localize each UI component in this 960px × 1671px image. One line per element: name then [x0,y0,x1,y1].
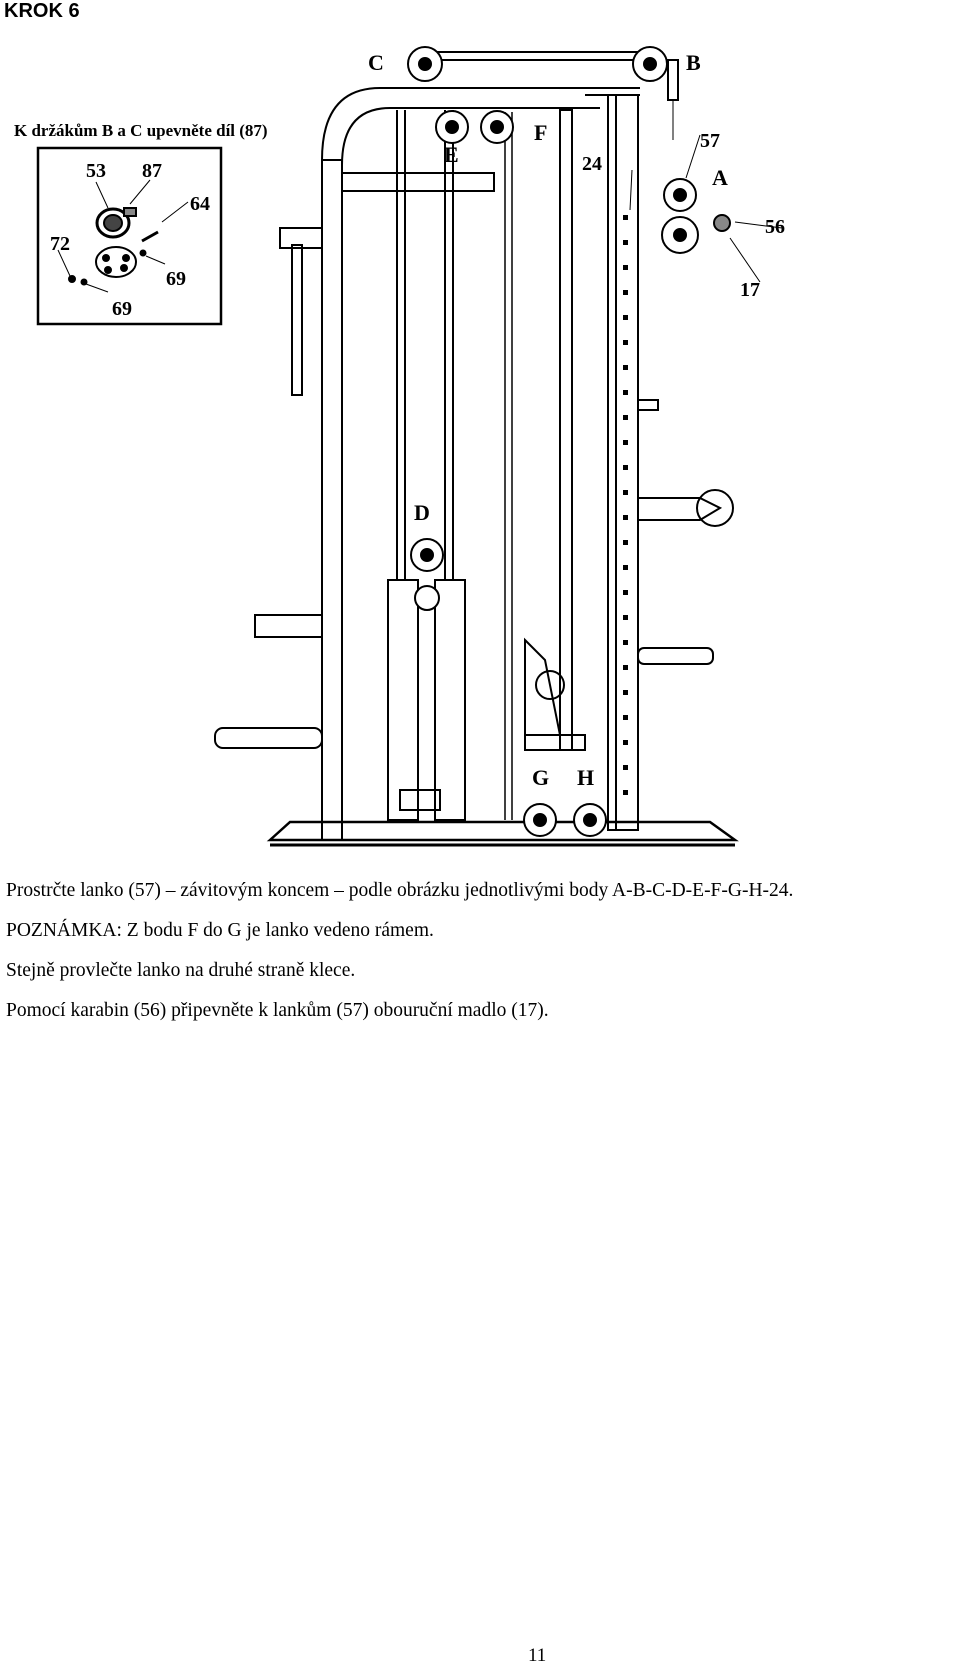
handle-17-icon [714,215,730,231]
label-24: 24 [582,153,602,175]
pulley-h-icon [574,804,606,836]
inset-label-72: 72 [50,233,70,255]
label-c: C [368,50,384,75]
inset-label-69b: 69 [112,298,132,320]
pulley-d-icon [411,539,443,571]
label-d: D [414,500,430,525]
inset-label-64: 64 [190,193,210,215]
page-number: 11 [528,1645,547,1666]
label-f: F [534,120,548,145]
label-h: H [577,765,595,790]
label-e: E [444,142,459,167]
inset-nut-72-icon [69,276,75,282]
label-17: 17 [740,279,760,301]
inset-label-53: 53 [86,160,106,182]
assembly-diagram [0,35,960,860]
label-56: 56 [765,216,785,238]
pulley-f-icon [481,111,513,143]
inset-label-87: 87 [142,160,162,182]
inset-bolt-87-icon [124,208,136,216]
pulley-24-icon [662,217,698,253]
inset-caption: K držákům B a C upevněte díl (87) [14,121,268,140]
carriage-ring-icon [415,586,439,610]
pulley-c-icon [408,47,442,81]
inset-label-69a: 69 [166,268,186,290]
pulley-b-icon [633,47,667,81]
instruction-line-3: Stejně provlečte lanko na druhé straně klece. [6,960,356,981]
step-heading: KROK 6 [4,0,80,22]
instruction-line-4: Pomocí karabin (56) připevněte k lankům (57) obouruční madlo (17). [6,1000,549,1021]
pulley-a-icon [664,179,696,211]
pulley-e-icon [436,111,468,143]
inset-bolt-64-icon [142,232,158,241]
pulley-g-icon [524,804,556,836]
inset-plate-icon [96,247,136,277]
label-b: B [686,50,701,75]
label-a: A [712,165,728,190]
label-57: 57 [700,130,720,152]
instruction-line-1: Prostrčte lanko (57) – závitovým koncem – podle obrázku jednotlivými body A-B-C-D-E-F-G-H-24. [6,880,794,901]
instruction-line-2: POZNÁMKA: Z bodu F do G je lanko vedeno rámem. [6,920,434,941]
label-g: G [532,765,550,790]
